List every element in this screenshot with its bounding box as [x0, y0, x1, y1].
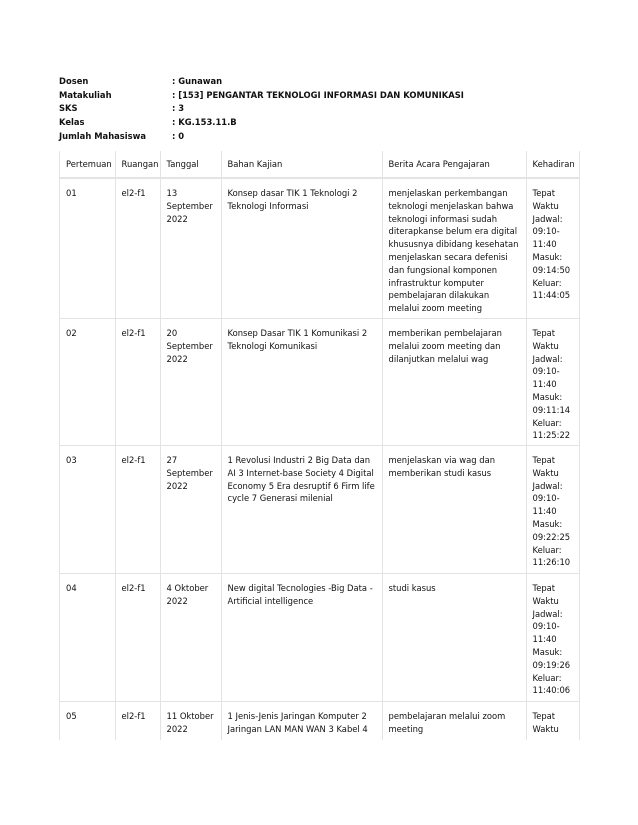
table-row: [60, 574, 579, 702]
table-row: [60, 702, 579, 741]
cell-tanggal: 27 September 2022: [160, 446, 221, 574]
cell-kehadiran: Tepat Waktu Jadwal: 09:10-11:40 Masuk: 09:14:50 Keluar: 11:44:05: [526, 178, 579, 319]
cell-bahan-kajian: New digital Tecnologies -Big Data -Artificial intelligence: [221, 574, 382, 702]
cell-ruangan: el2-f1: [115, 319, 160, 446]
cell-berita-acara: pembelajaran melalui zoom meeting: [382, 702, 526, 741]
cell-ruangan: el2-f1: [115, 702, 160, 741]
table-row: [60, 446, 579, 574]
table-header-row: [60, 151, 579, 178]
cell-pertemuan: 04: [60, 574, 115, 702]
cell-ruangan: el2-f1: [115, 574, 160, 702]
cell-kehadiran: Tepat Waktu: [526, 702, 579, 741]
info-label: Dosen: [59, 76, 89, 86]
table-row: [60, 178, 579, 319]
info-label: Kelas: [59, 117, 85, 128]
info-value: : Gunawan: [172, 76, 223, 86]
info-value: : [153] PENGANTAR TEKNOLOGI INFORMASI DAN KOMUNIKASI: [172, 89, 464, 100]
attendance-table: [59, 151, 580, 740]
cell-tanggal: 13 September 2022: [160, 178, 221, 319]
cell-berita-acara: memberikan pembelajaran melalui zoom meeting dan dilanjutkan melalui wag: [382, 319, 526, 446]
cell-bahan-kajian: Konsep dasar TIK 1 Teknologi 2 Teknologi Informasi: [221, 178, 382, 319]
cell-pertemuan: 01: [60, 178, 115, 319]
cell-bahan-kajian: 1 Revolusi Industri 2 Big Data dan AI 3 Internet-base Society 4 Digital Economy 5 Era desruptif 6 Firm life cycle 7 Generasi milenial: [221, 446, 382, 574]
cell-pertemuan: 02: [60, 319, 115, 446]
info-label: Jumlah Mahasiswa: [59, 130, 147, 141]
cell-tanggal: 4 Oktober 2022: [160, 574, 221, 702]
cell-ruangan: el2-f1: [115, 446, 160, 574]
header-kehadiran: Kehadiran: [526, 151, 579, 178]
cell-kehadiran: Tepat Waktu Jadwal: 09:10-11:40 Masuk: 09:22:25 Keluar: 11:26:10: [526, 446, 579, 574]
header-tanggal: Tanggal: [160, 151, 221, 178]
cell-pertemuan: 03: [60, 446, 115, 574]
cell-bahan-kajian: 1 Jenis-Jenis Jaringan Komputer 2 Jaringan LAN MAN WAN 3 Kabel 4: [221, 702, 382, 741]
cell-tanggal: 20 September 2022: [160, 319, 221, 446]
info-value: : KG.153.11.B: [172, 117, 237, 128]
header-pertemuan: Pertemuan: [60, 151, 115, 178]
cell-berita-acara: studi kasus: [382, 574, 526, 702]
info-label: Matakuliah: [59, 89, 112, 100]
header-bahan-kajian: Bahan Kajian: [221, 151, 382, 178]
cell-berita-acara: menjelaskan via wag dan memberikan studi kasus: [382, 446, 526, 574]
cell-ruangan: el2-f1: [115, 178, 160, 319]
cell-berita-acara: menjelaskan perkembangan teknologi menjelaskan bahwa teknologi informasi sudah diterapkanse belum era digital khususnya dibidang kesehatan menjelaskan secara defenisi dan fungsional komponen infrastruktur komputer pembelajaran dilakukan melalui zoom meeting: [382, 178, 526, 319]
cell-kehadiran: Tepat Waktu Jadwal: 09:10-11:40 Masuk: 09:11:14 Keluar: 11:25:22: [526, 319, 579, 446]
header-berita-acara: Berita Acara Pengajaran: [382, 151, 526, 178]
info-label: SKS: [59, 103, 78, 114]
header-ruangan: Ruangan: [115, 151, 160, 178]
cell-pertemuan: 05: [60, 702, 115, 741]
cell-bahan-kajian: Konsep Dasar TIK 1 Komunikasi 2 Teknologi Komunikasi: [221, 319, 382, 446]
table-row: [60, 319, 579, 446]
cell-kehadiran: Tepat Waktu Jadwal: 09:10-11:40 Masuk: 09:19:26 Keluar: 11:40:06: [526, 574, 579, 702]
cell-tanggal: 11 Oktober 2022: [160, 702, 221, 741]
info-value: : 0: [172, 130, 185, 141]
info-value: : 3: [172, 103, 185, 114]
